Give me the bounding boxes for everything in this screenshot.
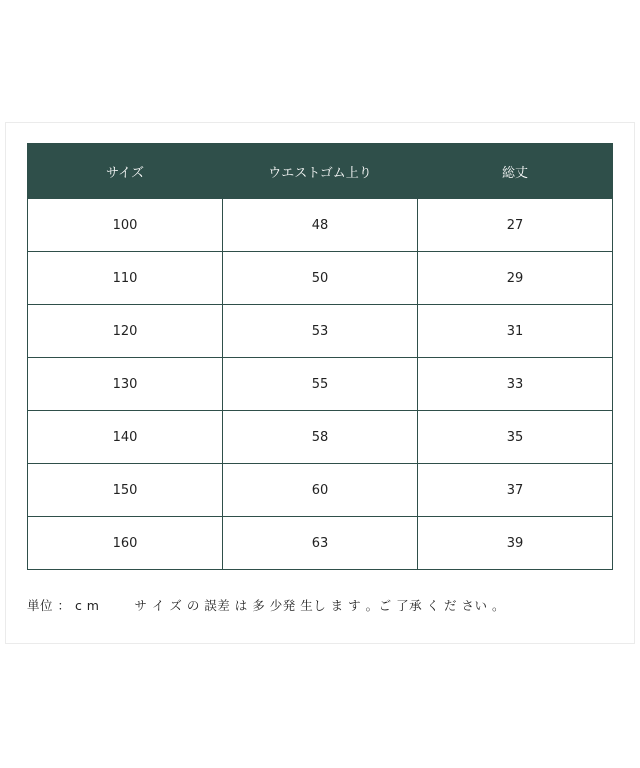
size-table <box>27 143 613 570</box>
cell-size: 100 <box>28 199 223 252</box>
table-row <box>28 358 613 411</box>
cell-size: 130 <box>28 358 223 411</box>
cell-size: 120 <box>28 305 223 358</box>
table-row <box>28 305 613 358</box>
cell-size: 140 <box>28 411 223 464</box>
cell-length: 31 <box>418 305 613 358</box>
table-header-row <box>28 144 613 199</box>
cell-length: 39 <box>418 517 613 570</box>
header-waist: ウエストゴム上り <box>223 144 418 199</box>
cell-size: 160 <box>28 517 223 570</box>
cell-waist: 60 <box>223 464 418 517</box>
table-row <box>28 517 613 570</box>
header-size: サイズ <box>28 144 223 199</box>
cell-size: 110 <box>28 252 223 305</box>
table-row <box>28 252 613 305</box>
cell-waist: 50 <box>223 252 418 305</box>
table-row <box>28 464 613 517</box>
cell-size: 150 <box>28 464 223 517</box>
cell-length: 33 <box>418 358 613 411</box>
cell-length: 29 <box>418 252 613 305</box>
cell-waist: 63 <box>223 517 418 570</box>
table-row <box>28 411 613 464</box>
measurement-note: 単位 ： c m サ イ ズ の 誤差 は 多 少発 生し ま す 。ご 了承 く だ さい 。 <box>27 598 505 613</box>
cell-length: 37 <box>418 464 613 517</box>
cell-waist: 48 <box>223 199 418 252</box>
cell-length: 35 <box>418 411 613 464</box>
cell-length: 27 <box>418 199 613 252</box>
cell-waist: 58 <box>223 411 418 464</box>
cell-waist: 53 <box>223 305 418 358</box>
header-length: 総丈 <box>418 144 613 199</box>
cell-waist: 55 <box>223 358 418 411</box>
table-row <box>28 199 613 252</box>
